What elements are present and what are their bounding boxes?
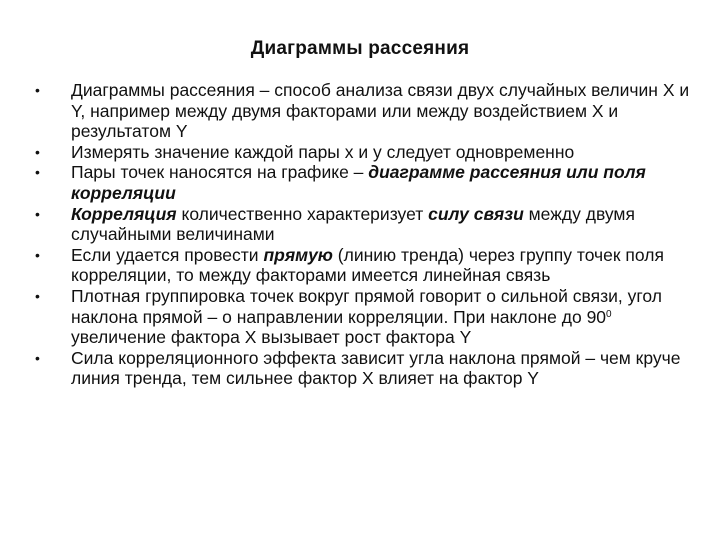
bullet-text: количественно характеризует [176, 203, 429, 224]
bullet-text: Пары точек наносятся на графике – [71, 162, 369, 183]
bullet-text: Измерять значение каждой пары x и y следует одновременно [71, 141, 575, 162]
bullet-text: увеличение фактора X вызывает рост фактора Y [71, 327, 472, 348]
bullet-item [35, 162, 695, 203]
bullet-text: Плотная группировка точек вокруг прямой говорит о сильной связи, угол наклона прямой – о направлении корреляции. При наклоне до 90 [71, 285, 662, 327]
bullet-item [35, 80, 695, 142]
bullet-item [35, 204, 695, 245]
bullet-dot-icon: • [35, 205, 40, 222]
bullet-text: (линию тренда) через группу точек поля корреляции, то между факторами имеется линейная связь [71, 244, 664, 286]
bullet-list [35, 80, 695, 389]
emphasis-term: силу связи [428, 203, 524, 224]
degree-superscript: 0 [606, 308, 612, 320]
bullet-text: Если удается провести [71, 244, 264, 265]
slide-title: Диаграммы рассеяния [250, 38, 470, 59]
bullet-dot-icon: • [35, 246, 40, 263]
bullet-dot-icon: • [35, 82, 40, 98]
bullet-dot-icon: • [35, 164, 40, 181]
bullet-dot-icon: • [35, 143, 40, 160]
emphasis-term: диаграмме рассеяния или поля корреляции [71, 162, 646, 203]
bullet-text: между двумя случайными величинами [71, 203, 635, 245]
emphasis-term: прямую [263, 244, 333, 265]
bullet-item [35, 245, 695, 286]
emphasis-term: Корреляция [71, 203, 177, 224]
bullet-item [35, 348, 695, 389]
bullet-text: Сила корреляционного эффекта зависит угла наклона прямой – чем круче линия тренда, тем сильнее фактор X влияет на фактор Y [71, 347, 681, 389]
bullet-text: Диаграммы рассеяния – способ анализа связи двух случайных величин X и Y, например между двумя факторами или между воздействием X и результатом Y [71, 80, 690, 142]
bullet-item [35, 286, 695, 348]
bullet-dot-icon: • [35, 287, 40, 304]
bullet-item [35, 142, 695, 163]
bullet-dot-icon: • [35, 349, 40, 366]
